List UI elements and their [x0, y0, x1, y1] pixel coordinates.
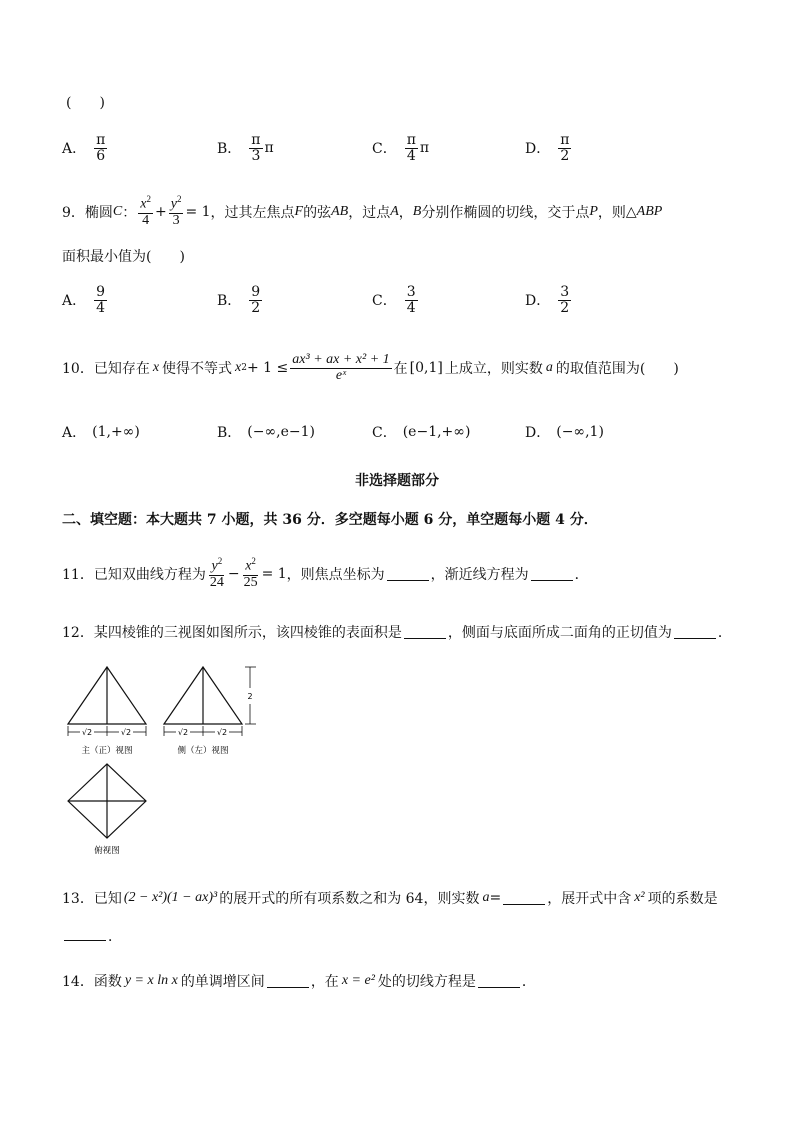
q8-options — [62, 126, 742, 170]
q12-blank-1[interactable] — [404, 626, 446, 639]
q10-option-a[interactable]: A． (1,+∞) — [62, 424, 140, 441]
q9-option-c[interactable]: C． $\frac{3}{4}$ — [372, 283, 416, 316]
side-view-caption: 侧（左）视图 — [177, 746, 229, 756]
top-view-caption: 俯视图 — [94, 846, 120, 856]
q9-option-d[interactable]: D． $\frac{3}{2}$ — [525, 283, 570, 316]
q14-blank-2[interactable] — [478, 975, 520, 988]
q8-option-c[interactable]: C． $\frac{\pi}{4}$ π — [372, 131, 430, 164]
section-heading: 二、填空题：本大题共 7 小题，共 36 分．多空题每小题 6 分，单空题每小题 4 分． — [62, 512, 598, 528]
q11-blank-1[interactable] — [387, 568, 429, 581]
front-dim-left: √2 — [81, 728, 93, 737]
front-view — [68, 667, 146, 724]
q8-option-b[interactable]: B． $\frac{\pi}{3}$ π — [217, 131, 274, 164]
q10-option-d[interactable]: D． (−∞,1) — [525, 424, 604, 441]
side-dim-right: √2 — [216, 728, 228, 737]
q10-stem: 10． 已知存在 x 使得不等式 x 2 + 1 ≤ $\frac{\text{ax³ + ax + x² + 1}}{\text{eˣ}}$ 在 [0,1] 上成立，则实数 a 的取值范围为( ) — [62, 351, 679, 383]
q8-option-a[interactable]: A． $\frac{\pi}{6}$ — [62, 131, 106, 164]
top-view — [68, 764, 146, 838]
three-view-figure — [60, 660, 270, 860]
q14-stem: 14． 函数 y = x ln x 的单调增区间 ，在 x = e² 处的切线方程是 ． — [62, 973, 536, 990]
q13-line2: ． — [62, 926, 122, 946]
q9-options — [62, 278, 742, 322]
q13-blank-1[interactable] — [503, 892, 545, 905]
q8-option-d[interactable]: D． $\frac{\pi}{2}$ — [525, 131, 570, 164]
q10-option-b[interactable]: B． (−∞,e−1) — [217, 424, 315, 441]
q9-option-a[interactable]: A． $\frac{9}{4}$ — [62, 283, 106, 316]
section-title: 非选择题部分 — [355, 473, 439, 489]
q11-stem: 11． 已知双曲线方程为 $\frac{y^2}{24}$ − $\frac{x^2}{25}$ = 1 ，则焦点坐标为 ，渐近线方程为 ． — [62, 556, 589, 590]
q13-stem: 13． 已知 (2 − x²)(1 − ax)³ 的展开式的所有项系数之和为 64，则实数 a = ，展开式中含 x² 项的系数是 — [62, 890, 718, 907]
side-dim-left: √2 — [177, 728, 189, 737]
q10-options — [62, 410, 742, 454]
q8-paren: ( ) — [66, 95, 105, 111]
front-view-dimensions — [68, 726, 146, 736]
q9-stem: 9． 椭圆 C ： $\frac{x^2}{4}$ + $\frac{y^2}{3}$ = 1 ，过其左焦点 F 的弦 AB ，过点 A ， B 分别作椭圆的切线，交于点 P ，则 △ ABP — [62, 194, 663, 228]
q10-option-c[interactable]: C． (e−1,+∞) — [372, 424, 471, 441]
q14-blank-1[interactable] — [267, 975, 309, 988]
q9-stem-line2: 面积最小值为( ) — [62, 249, 185, 265]
q12-stem: 12． 某四棱锥的三视图如图所示，该四棱锥的表面积是 ，侧面与底面所成二面角的正切值为 ． — [62, 625, 732, 641]
front-view-caption: 主（正）视图 — [81, 746, 133, 756]
side-dim-height: 2 — [247, 692, 253, 701]
q12-blank-2[interactable] — [674, 626, 716, 639]
q9-option-b[interactable]: B． $\frac{9}{2}$ — [217, 283, 261, 316]
q13-blank-2[interactable] — [64, 928, 106, 941]
q11-blank-2[interactable] — [531, 568, 573, 581]
front-dim-right: √2 — [120, 728, 132, 737]
side-view — [164, 667, 242, 724]
